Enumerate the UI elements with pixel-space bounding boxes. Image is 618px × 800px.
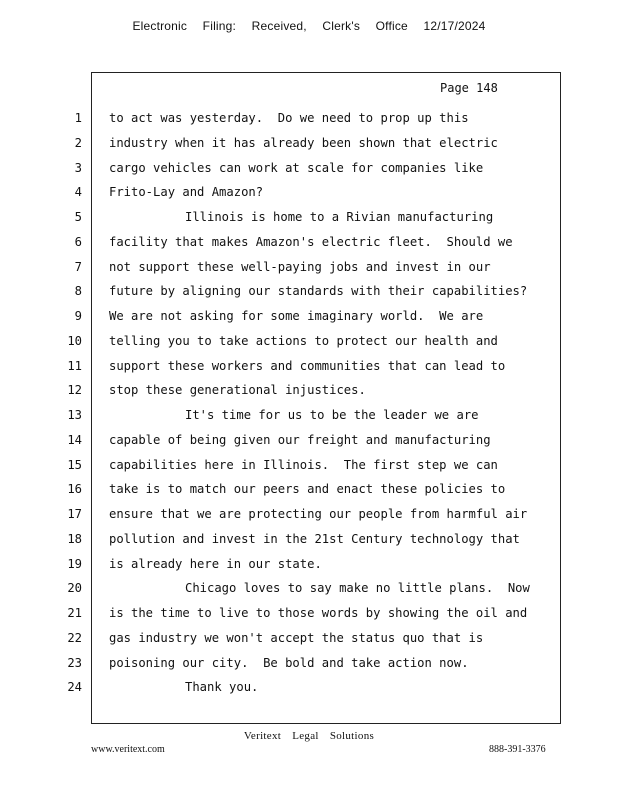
line-number: 9 [74,309,82,323]
line-number: 18 [67,532,82,546]
line-text: capabilities here in Illinois. The first step we can [109,458,498,472]
line-number: 8 [74,284,82,298]
line-number: 23 [67,656,82,670]
line-number: 24 [67,680,82,694]
line-text: is already here in our state. [109,557,322,571]
line-number: 1 [74,111,82,125]
line-number: 19 [67,557,82,571]
line-text: Thank you. [185,680,259,694]
line-number: 3 [74,161,82,175]
filing-header-word: Received, [251,19,307,33]
transcript-line [0,654,618,672]
line-text: gas industry we won't accept the status quo that is [109,631,484,645]
transcript-line [0,579,618,597]
transcript-line [0,381,618,399]
transcript-line [0,357,618,375]
line-text: telling you to take actions to protect our health and [109,334,498,348]
filing-stamp-header [0,19,618,33]
footer-phone: 888-391-3376 [489,744,546,755]
line-text: capable of being given our freight and manufacturing [109,433,491,447]
footer-company-word: Legal [292,730,319,742]
line-text: stop these generational injustices. [109,383,366,397]
transcript-line [0,159,618,177]
transcript-line [0,456,618,474]
line-text: cargo vehicles can work at scale for companies like [109,161,484,175]
transcript-line [0,134,618,152]
line-text: poisoning our city. Be bold and take action now. [109,656,469,670]
line-number: 6 [74,235,82,249]
line-number: 2 [74,136,82,150]
filing-header-word: Office [375,19,408,33]
footer-company-word: Solutions [329,730,375,742]
line-text: We are not asking for some imaginary world. We are [109,309,484,323]
footer-company [0,730,618,742]
transcript-line [0,555,618,573]
transcript-line [0,431,618,449]
line-number: 10 [67,334,82,348]
transcript-line [0,406,618,424]
line-number: 16 [67,482,82,496]
line-number: 13 [67,408,82,422]
line-number: 17 [67,507,82,521]
line-text: Illinois is home to a Rivian manufacturing [185,210,494,224]
line-number: 22 [67,631,82,645]
line-text: industry when it has already been shown that electric [109,136,498,150]
footer-website: www.veritext.com [91,744,165,755]
line-text: not support these well-paying jobs and invest in our [109,260,491,274]
line-number: 20 [67,581,82,595]
line-number: 4 [74,185,82,199]
line-number: 14 [67,433,82,447]
transcript-line [0,332,618,350]
transcript-line [0,183,618,201]
transcript-line [0,208,618,226]
filing-header-date: 12/17/2024 [423,19,486,33]
transcript-line [0,258,618,276]
line-text: support these workers and communities that can lead to [109,359,506,373]
line-number: 15 [67,458,82,472]
line-number: 21 [67,606,82,620]
line-text: to act was yesterday. Do we need to prop up this [109,111,469,125]
line-text: facility that makes Amazon's electric fleet. Should we [109,235,513,249]
page-number: Page 148 [440,81,498,95]
line-text: It's time for us to be the leader we are [185,408,479,422]
line-number: 5 [74,210,82,224]
line-number: 7 [74,260,82,274]
line-text: Chicago loves to say make no little plans. Now [185,581,530,595]
transcript-line [0,604,618,622]
transcript-line [0,480,618,498]
line-number: 12 [67,383,82,397]
transcript-line [0,307,618,325]
transcript-line [0,530,618,548]
transcript-line [0,233,618,251]
line-text: future by aligning our standards with their capabilities? [109,284,528,298]
transcript-line [0,678,618,696]
transcript-line [0,109,618,127]
transcript-line [0,629,618,647]
footer-company-word: Veritext [243,730,282,742]
filing-header-word: Filing: [202,19,237,33]
line-text: pollution and invest in the 21st Century technology that [109,532,520,546]
line-text: Frito-Lay and Amazon? [109,185,264,199]
line-text: take is to match our peers and enact these policies to [109,482,506,496]
line-number: 11 [67,359,82,373]
line-text: ensure that we are protecting our people from harmful air [109,507,528,521]
filing-header-word: Clerk's [322,19,361,33]
line-text: is the time to live to those words by showing the oil and [109,606,528,620]
filing-header-word: Electronic [132,19,188,33]
transcript-line [0,282,618,300]
transcript-line [0,505,618,523]
